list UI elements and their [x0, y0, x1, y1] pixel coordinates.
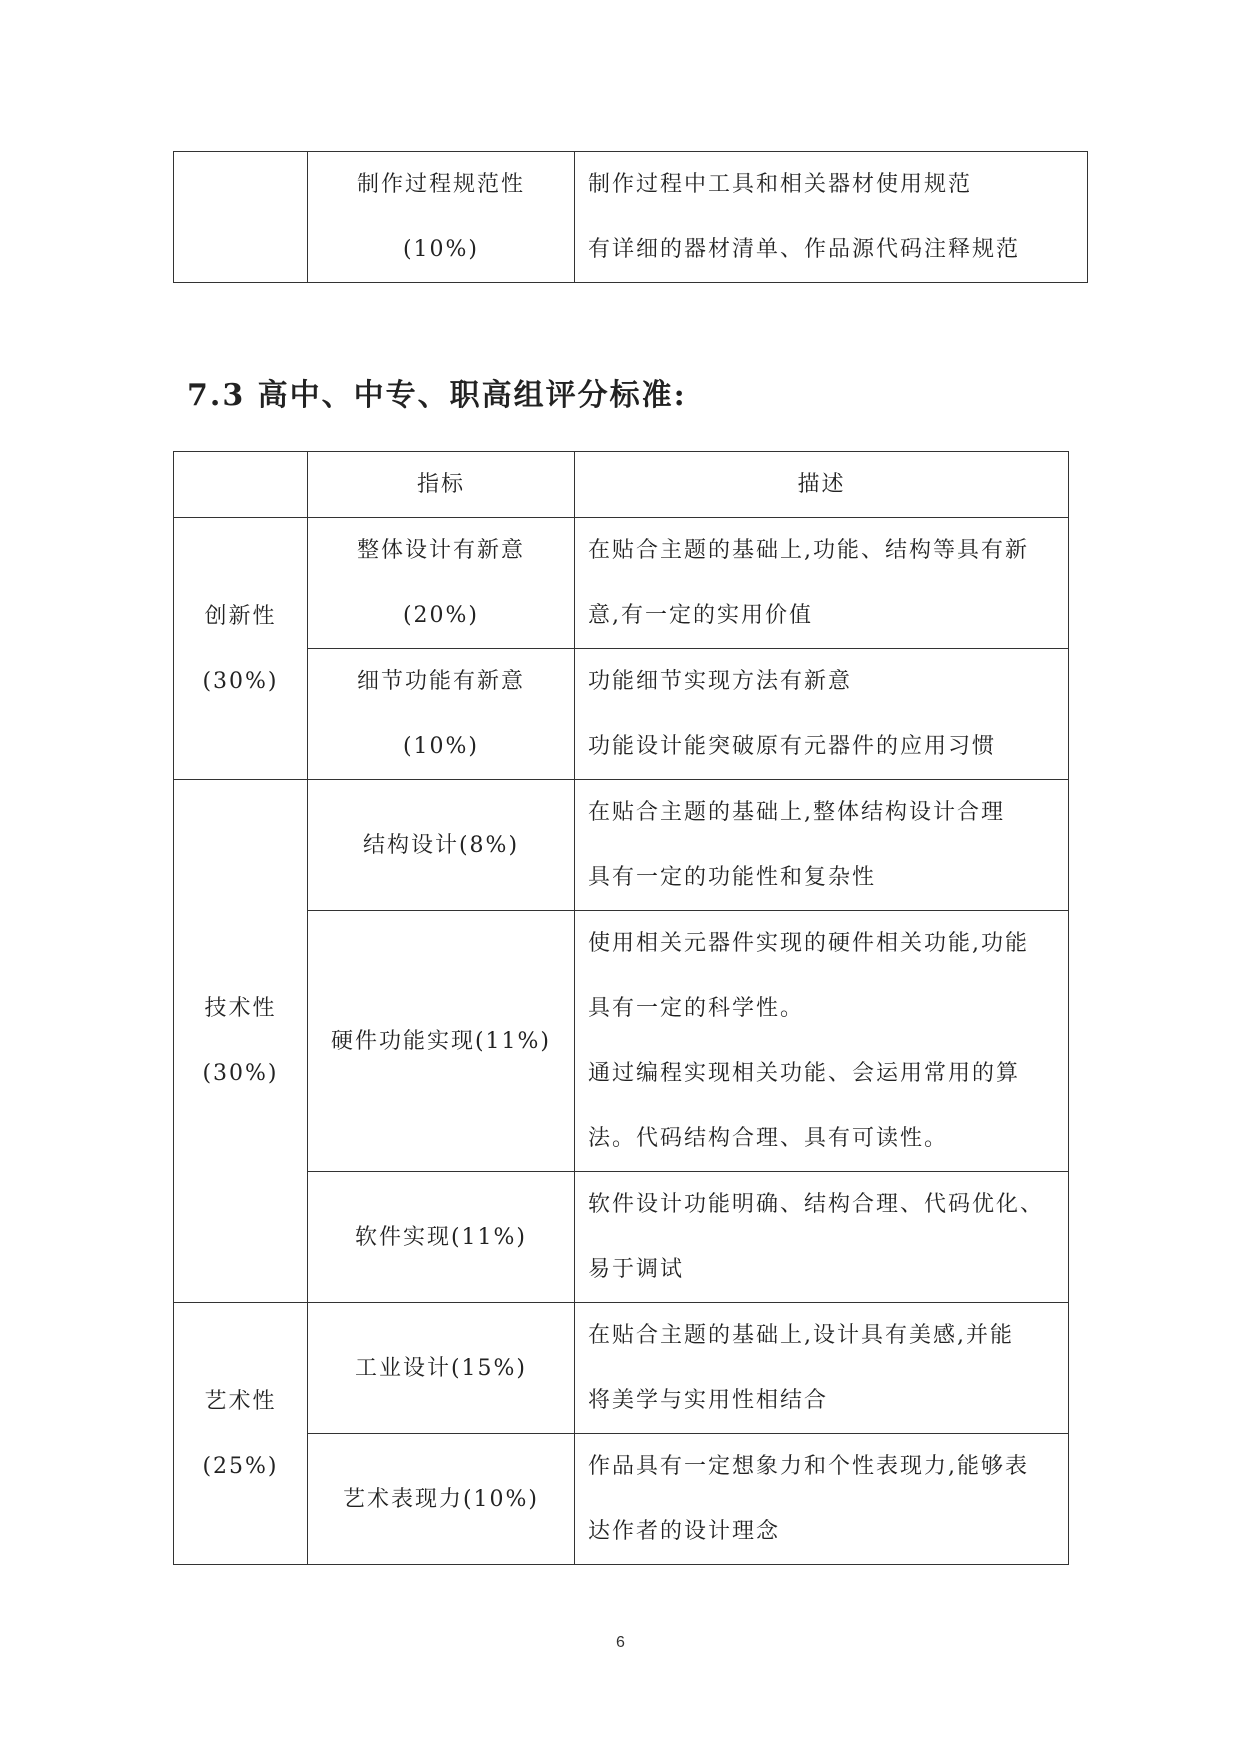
description-line: 具有一定的科学性。: [588, 996, 805, 1021]
description-line: 将美学与实用性相结合: [588, 1388, 829, 1413]
indicator-cell: [308, 780, 575, 911]
category-weight: (30%): [202, 1061, 279, 1086]
description-cell: [575, 152, 1088, 283]
header-indicator-cell: 指标: [308, 452, 575, 518]
indicator-cell: [308, 1303, 575, 1434]
description-cell: [575, 518, 1069, 649]
table-header-row: [174, 452, 1069, 518]
indicator-cell: [308, 518, 575, 649]
category-weight: (25%): [202, 1453, 279, 1479]
category-name: 艺术性: [204, 1388, 277, 1414]
indicator-text: 艺术表现力(10%): [342, 1486, 540, 1512]
description-line: 使用相关元器件实现的硬件相关功能,功能: [588, 931, 1029, 956]
category-cell-artistic: [174, 1303, 308, 1565]
description-line: 在贴合主题的基础上,设计具有美感,并能: [588, 1323, 1014, 1348]
description-cell: [575, 911, 1069, 1172]
indicator-weight: (20%): [402, 603, 480, 628]
indicator-weight: (10%): [402, 237, 480, 262]
table-row: [174, 649, 1069, 780]
description-cell: [575, 649, 1069, 780]
table-row: [174, 1303, 1069, 1434]
indicator-cell: [308, 1434, 575, 1565]
description-line: 制作过程中工具和相关器材使用规范: [588, 172, 973, 197]
description-line: 法。代码结构合理、具有可读性。: [588, 1126, 949, 1151]
indicator-cell: [308, 152, 575, 283]
indicator-text: 工业设计(15%): [354, 1355, 528, 1381]
header-description-cell: 描述: [575, 452, 1069, 518]
table-row: [174, 780, 1069, 911]
category-cell-innovation: [174, 518, 308, 780]
description-line: 具有一定的功能性和复杂性: [588, 865, 877, 890]
continued-criteria-table: [173, 151, 1088, 283]
description-cell: [575, 1303, 1069, 1434]
scoring-criteria-table: [173, 451, 1069, 1565]
category-cell: [174, 152, 308, 283]
description-line: 易于调试: [588, 1257, 685, 1282]
table-row: [174, 518, 1069, 649]
indicator-text: 整体设计有新意: [356, 538, 525, 563]
indicator-text: 细节功能有新意: [356, 669, 525, 694]
indicator-cell: [308, 649, 575, 780]
table-row: [174, 1434, 1069, 1565]
indicator-text: 制作过程规范性: [356, 172, 525, 197]
table-row: [174, 152, 1088, 283]
description-line: 在贴合主题的基础上,整体结构设计合理: [588, 800, 1005, 825]
category-cell-technical: [174, 780, 308, 1303]
description-line: 达作者的设计理念: [588, 1519, 781, 1544]
table-row: [174, 911, 1069, 1172]
description-line: 作品具有一定想象力和个性表现力,能够表: [588, 1454, 1029, 1479]
category-weight: (30%): [202, 668, 279, 694]
header-category-cell: [174, 452, 308, 518]
description-line: 在贴合主题的基础上,功能、结构等具有新: [588, 538, 1029, 563]
description-cell: [575, 780, 1069, 911]
description-line: 有详细的器材清单、作品源代码注释规范: [588, 237, 1021, 262]
indicator-text: 软件实现(11%): [354, 1224, 528, 1250]
page-number: 6: [616, 1634, 625, 1651]
description-cell: [575, 1172, 1069, 1303]
description-line: 功能设计能突破原有元器件的应用习惯: [588, 734, 997, 759]
description-line: 软件设计功能明确、结构合理、代码优化、: [588, 1192, 1045, 1217]
description-line: 意,有一定的实用价值: [588, 603, 813, 628]
section-heading: 7.3 高中、中专、职高组评分标准:: [187, 378, 687, 413]
indicator-text: 结构设计(8%): [362, 832, 520, 858]
indicator-weight: (10%): [402, 734, 480, 759]
description-line: 通过编程实现相关功能、会运用常用的算: [588, 1061, 1021, 1086]
description-cell: [575, 1434, 1069, 1565]
category-name: 技术性: [204, 996, 277, 1021]
indicator-text: 硬件功能实现(11%): [330, 1028, 552, 1054]
table-row: [174, 1172, 1069, 1303]
description-line: 功能细节实现方法有新意: [588, 669, 853, 694]
category-name: 创新性: [204, 603, 277, 629]
indicator-cell: [308, 1172, 575, 1303]
indicator-cell: [308, 911, 575, 1172]
